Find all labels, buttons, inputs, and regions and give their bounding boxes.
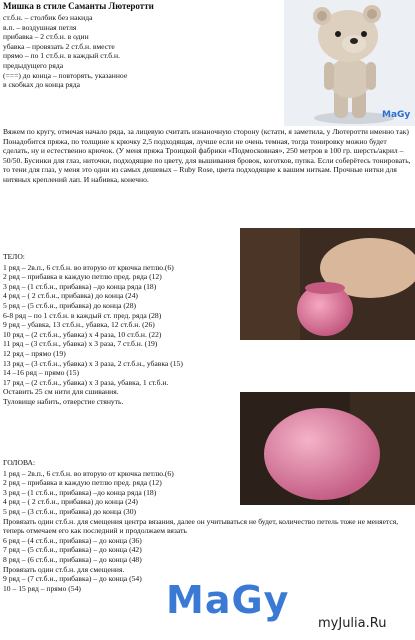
- pattern-row: 1 ряд – 2в.п., 6 ст.б.н. во вторую от крючка петлю.(6): [3, 262, 174, 272]
- pattern-row: 1 ряд – 2в.п., 6 ст.б.н. во вторую от крючка петлю.(6): [3, 468, 174, 478]
- pattern-row: Туловище набить, отверстие стянуть.: [3, 396, 124, 406]
- pattern-row: 11 ряд – (3 ст.б.н., убавка) х 3 раза, 7 ст.б.н. (19): [3, 339, 158, 349]
- page-title: Мишка в стиле Саманты Лютеротти: [3, 1, 154, 11]
- abbr-line: прибавка – 2 ст.б.н. в один: [3, 32, 89, 42]
- bear-photo: [284, 0, 415, 126]
- section-heading: ТЕЛО:: [3, 252, 25, 261]
- pattern-row: 9 ряд – убавка, 13 ст.б.н., убавка, 12 ст.б.н. (26): [3, 320, 155, 330]
- intro-paragraph: Вяжем по кругу, отмечая начало ряда, за лицевую считать изнаночную сторону (кстати, я заметила, у Лютеротти именно так): [3, 127, 409, 136]
- pattern-row: 12 ряд – прямо (19): [3, 348, 66, 358]
- abbr-line: убавка – провязать 2 ст.б.н. вместе: [3, 41, 115, 51]
- abbr-line: (===) до конца – повторять, указанное: [3, 70, 128, 80]
- pattern-row: 3 ряд – (1 ст.б.н., прибавка) –до конца ряда (18): [3, 487, 157, 497]
- pattern-row: 5 ряд – (5 ст.б.н., прибавка) до конца (28): [3, 300, 137, 310]
- pattern-row: 10 – 15 ряд – прямо (54): [3, 583, 81, 593]
- pattern-row: 6 ряд – (4 ст.б.н., прибавка) – до конца (36): [3, 535, 142, 545]
- pattern-row: 2 ряд – прибавка в каждую петлю пред. ряда (12): [3, 478, 162, 488]
- watermark-small: MaGy: [382, 110, 411, 120]
- pattern-row: 5 ряд – (3 ст.б.н., прибавка) до конца (30): [3, 506, 137, 516]
- pattern-row: 14 –16 ряд – прямо (15): [3, 368, 80, 378]
- pattern-row: 10 ряд – (2 ст.б.н., убавка) х 4 раза, 10 ст.б.н. (22): [3, 329, 162, 339]
- pattern-row: 13 ряд – (3 ст.б.н., убавка) х 3 раза, 2 ст.б.н., убавка (15): [3, 358, 183, 368]
- crochet-photo-1: [240, 228, 415, 340]
- abbr-line: прямо – по 1 ст.б.н. в каждый ст.б.н.: [3, 51, 120, 61]
- pattern-note: Провязать один ст.б.н. для смещения центра вязания, далее он учитываться не будет, количество петель тоже не меняется, теперь отмечаем его как последний и продолжаем вязать: [3, 516, 399, 536]
- watermark-site: myJulia.Ru: [318, 616, 387, 631]
- pattern-row: Оставить 25 см нити для сшивания.: [3, 387, 119, 397]
- pattern-row: 8 ряд – (6 ст.б.н., прибавка) – до конца (48): [3, 554, 142, 564]
- pattern-row: 6-8 ряд – по 1 ст.б.н. в каждый ст. пред. ряда (28): [3, 310, 162, 320]
- body-section: [3, 252, 183, 407]
- pattern-row: 9 ряд – (7 ст.б.н., прибавка) – до конца (54): [3, 574, 142, 584]
- abbr-line: ст.б.н. – столбик без накида: [3, 13, 93, 22]
- pattern-row: 4 ряд – ( 2 ст.б.н., прибавка) до конца (24): [3, 291, 138, 301]
- abbr-line: в скобках до конца ряда: [3, 80, 81, 90]
- watermark-large: MaGy: [166, 578, 290, 622]
- pattern-row: 4 ряд – ( 2 ст.б.н., прибавка) до конца (24): [3, 497, 138, 507]
- intro-paragraph: Понадобится пряжа, по толщине к крючку 2,5 подходящая, лучше если не очень темная, тогда тонировку можно будет сделать, ну и естественно крючок. (У меня пряжа Троицкой фабрики «Подмосковная», 250 метров в 100 гр. шерсть/акрил – 50/50. Бусинки для глаз, ниточки, подходящие по цвету, для вышивания бровок, коготков, пупка. Если соберётесь тонировать, то тени для глаз, у меня это одни из самых дешевых – Ruby Rose, цвета подходящие к вашим ниткам. Прочные нитки для нитяных креплений лап. И набивка, конечно.: [3, 136, 411, 184]
- pattern-row: 7 ряд – (5 ст.б.н., прибавка) – до конца (42): [3, 545, 142, 555]
- pattern-row: Провязать один ст.б.н. для смещения.: [3, 564, 125, 574]
- pattern-row: 17 ряд – (2 ст.б.н., убавка) х 3 раза, убавка, 1 ст.б.н.: [3, 377, 169, 387]
- pattern-row: 2 ряд – прибавка в каждую петлю пред. ряда (12): [3, 272, 162, 282]
- pattern-row: 3 ряд – (1 ст.б.н., прибавка) –до конца ряда (18): [3, 281, 157, 291]
- abbr-line: в.п. – воздушная петля: [3, 22, 77, 32]
- intro-text: [3, 127, 413, 185]
- section-heading: ГОЛОВА:: [3, 458, 36, 467]
- head-section: [3, 458, 415, 593]
- abbreviations-list: [3, 13, 127, 90]
- abbr-line: предыдущего ряда: [3, 60, 64, 70]
